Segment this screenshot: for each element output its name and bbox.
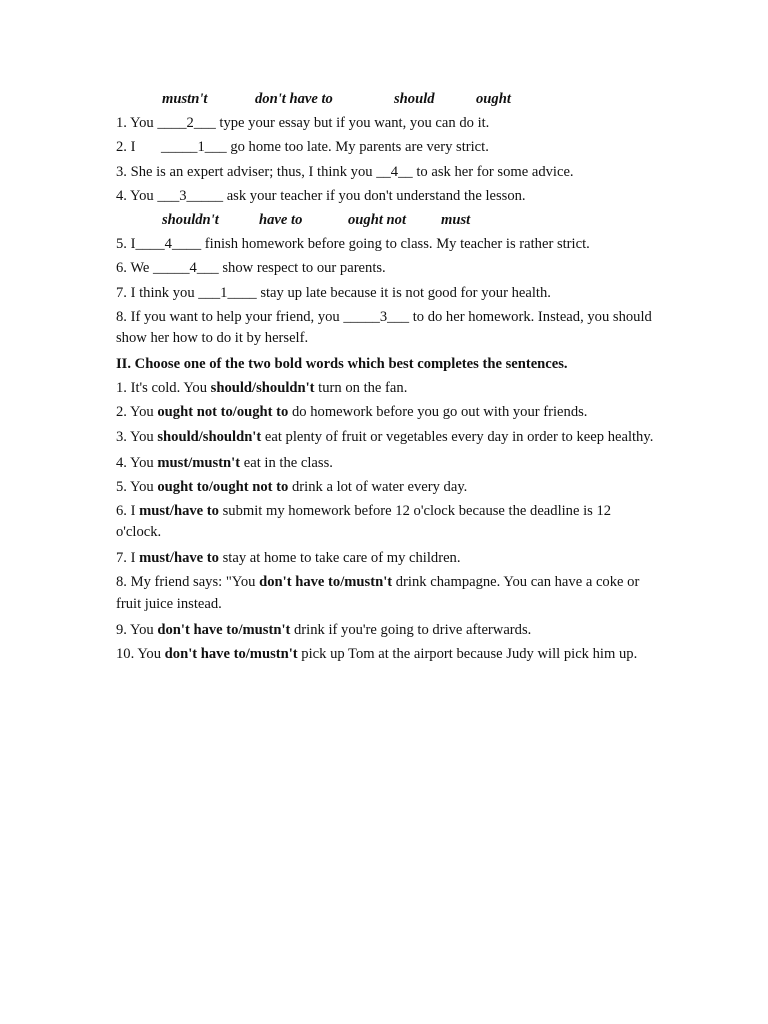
choice-options: should/shouldn't bbox=[210, 380, 315, 397]
word-bank-word: should bbox=[394, 91, 435, 107]
word-bank-2 bbox=[116, 208, 656, 232]
exercise-item: 6. We _____4___ show respect to our parents. bbox=[116, 260, 386, 277]
choice-options: should/shouldn't bbox=[157, 428, 262, 445]
exercise-item: 3. She is an expert adviser; thus, I think you __4__ to ask her for some advice. bbox=[116, 163, 574, 180]
exercise-item: 4. You ___3_____ ask your teacher if you don't understand the lesson. bbox=[116, 187, 526, 204]
word-bank-word: must bbox=[441, 211, 471, 228]
exercise-item: 8. If you want to help your friend, you _____3___ to do her homework. Instead, you should show her how to do it by herself. bbox=[116, 308, 652, 347]
exercise-content bbox=[116, 87, 656, 668]
word-bank-word: shouldn't bbox=[162, 211, 219, 228]
choice-options: ought to/ought not to bbox=[157, 478, 289, 495]
choice-options: must/have to bbox=[139, 502, 219, 519]
exercise-item: 2. I _____1___ go home too late. My parents are very strict. bbox=[116, 139, 489, 156]
choice-item: 7. I must/have to stay at home to take care of my children. bbox=[116, 550, 461, 567]
word-bank-word: ought bbox=[476, 91, 511, 107]
exercise-item: 1. You ____2___ type your essay but if you want, you can do it. bbox=[116, 115, 490, 132]
choice-item: 1. It's cold. You should/shouldn't turn on the fan. bbox=[116, 380, 408, 397]
section-heading: II. Choose one of the two bold words which best completes the sentences. bbox=[116, 356, 568, 373]
choice-options: must/mustn't bbox=[157, 454, 241, 471]
choice-item: 9. You don't have to/mustn't drink if you're going to drive afterwards. bbox=[116, 621, 532, 638]
exercise-item: 7. I think you ___1____ stay up late because it is not good for your health. bbox=[116, 284, 551, 301]
choice-item: 10. You don't have to/mustn't pick up Tom at the airport because Judy will pick him up. bbox=[116, 646, 638, 663]
choice-item: 6. I must/have to submit my homework before 12 o'clock because the deadline is 12 o'clock. bbox=[116, 502, 612, 541]
word-bank-word: don't have to bbox=[255, 91, 333, 107]
choice-item: 8. My friend says: "You don't have to/mustn't drink champagne. You can have a coke or fruit juice instead. bbox=[116, 574, 640, 612]
word-bank-word: have to bbox=[259, 211, 303, 228]
choice-options: ought not to/ought to bbox=[157, 404, 289, 421]
choice-options: must/have to bbox=[139, 550, 219, 567]
exercise-item: 5. I____4____ finish homework before going to class. My teacher is rather strict. bbox=[116, 236, 590, 253]
choice-item: 5. You ought to/ought not to drink a lot of water every day. bbox=[116, 478, 468, 495]
word-bank-word: ought not bbox=[348, 211, 406, 228]
choice-item: 4. You must/mustn't eat in the class. bbox=[116, 454, 333, 471]
word-bank-word: mustn't bbox=[162, 91, 208, 107]
choice-options: don't have to/mustn't bbox=[157, 621, 291, 638]
choice-item: 3. You should/shouldn't eat plenty of fruit or vegetables every day in order to keep healthy. bbox=[116, 428, 654, 445]
word-bank-1 bbox=[116, 87, 656, 111]
choice-options: don't have to/mustn't bbox=[259, 574, 393, 591]
choice-options: don't have to/mustn't bbox=[164, 646, 298, 663]
choice-item: 2. You ought not to/ought to do homework before you go out with your friends. bbox=[116, 404, 588, 421]
